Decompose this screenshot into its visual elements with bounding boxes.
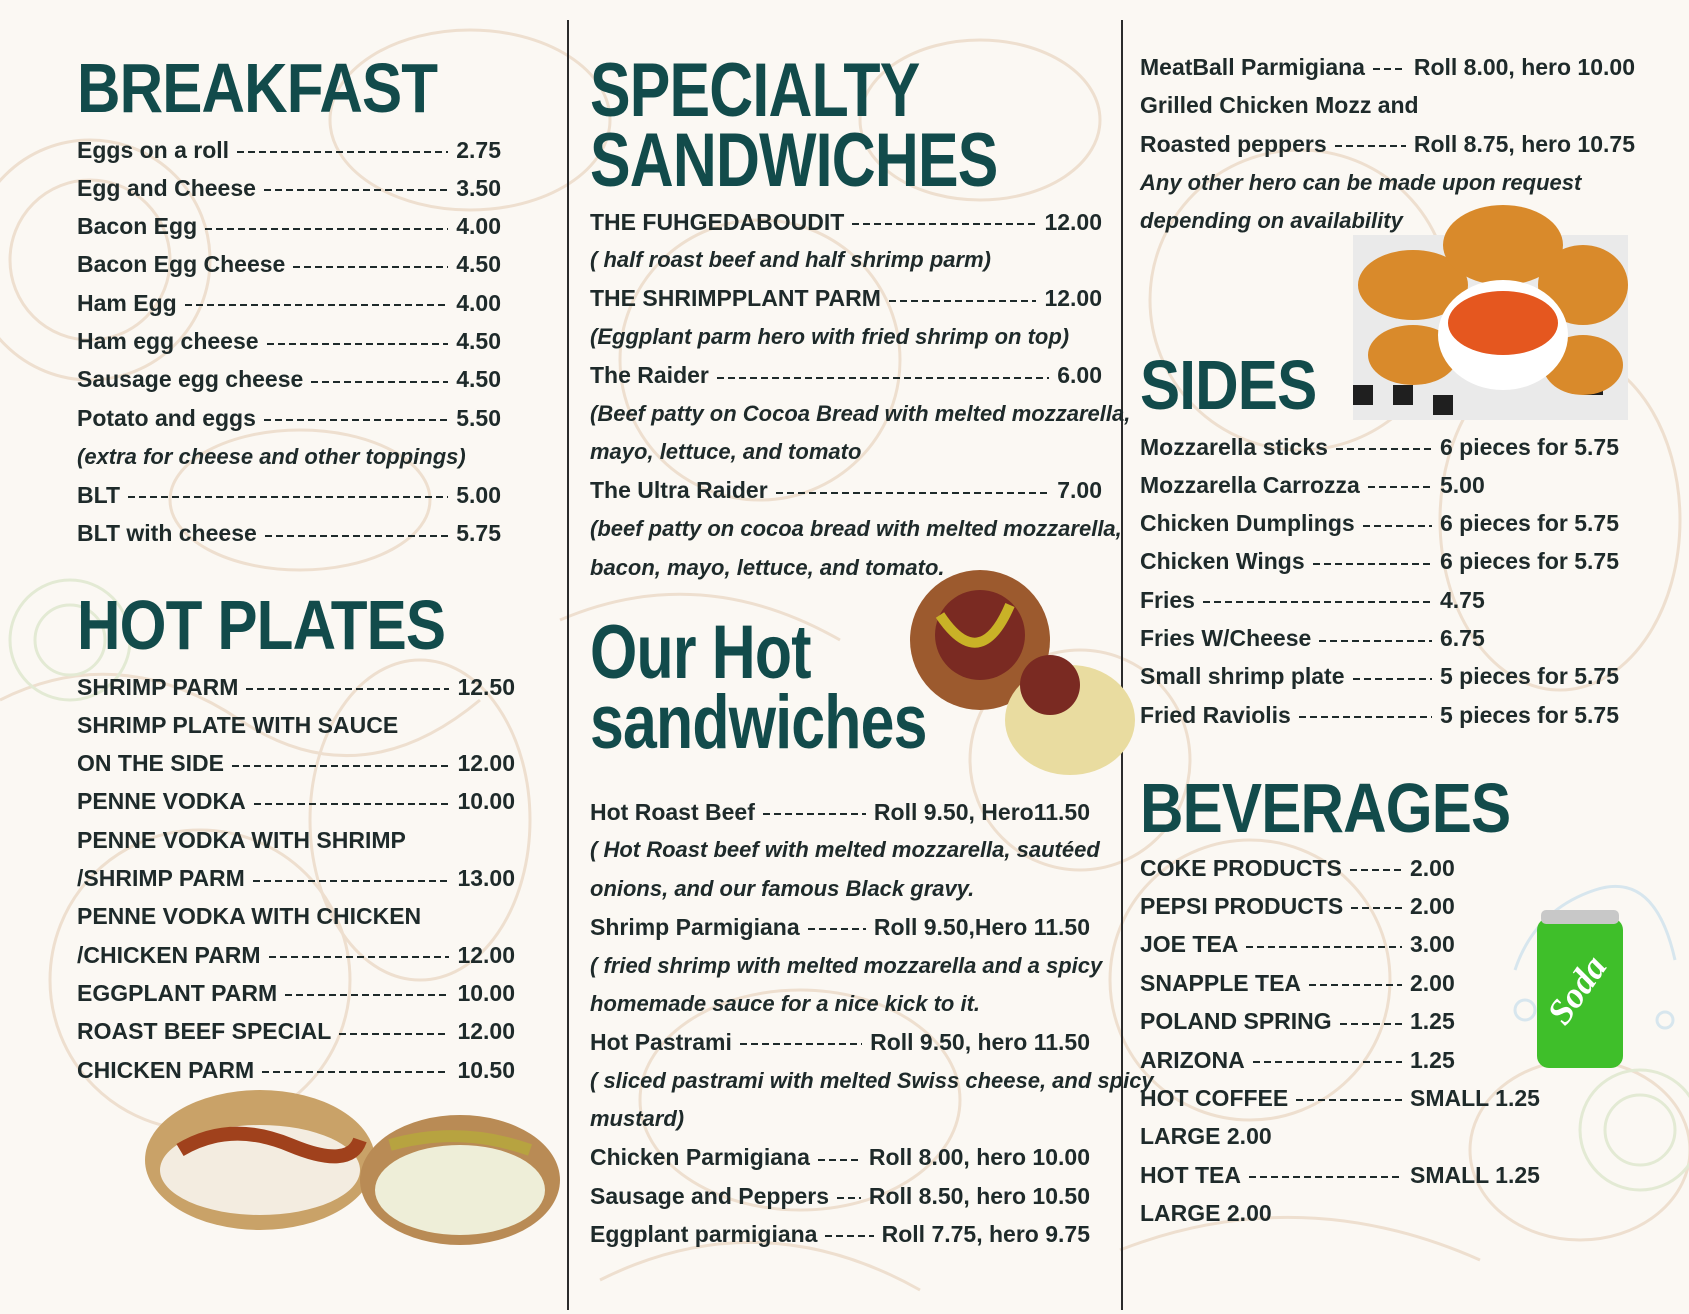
item-name: PENNE VODKA WITH SHRIMP [77, 826, 406, 853]
dotted-leader [237, 151, 448, 153]
item-price: 10.50 [457, 1056, 515, 1083]
dotted-leader [1340, 1023, 1402, 1025]
item-price: 5.00 [1440, 471, 1485, 498]
item-name: POLAND SPRING [1140, 1008, 1332, 1035]
menu-item-row [1140, 964, 1540, 1002]
menu-item-row [1140, 658, 1620, 696]
sides-heading: SIDES [1140, 346, 1317, 424]
item-name: ON THE SIDE [77, 750, 224, 777]
menu-item-row [590, 472, 1102, 510]
item-price: 7.00 [1057, 477, 1102, 504]
menu-item-row [590, 793, 1090, 831]
item-name: Fries W/Cheese [1140, 625, 1312, 651]
item-description: (beef patty on cocoa bread with melted mozzarella, [590, 516, 1122, 542]
menu-item-row [590, 1177, 1090, 1215]
item-price: Roll 8.75, hero 10.75 [1413, 130, 1635, 157]
dotted-leader [1246, 946, 1402, 948]
menu-item-row [1140, 1003, 1540, 1041]
item-name: Small shrimp plate [1140, 663, 1345, 690]
item-price: 3.00 [1410, 931, 1455, 958]
item-name: MeatBall Parmigiana [1140, 53, 1365, 80]
dotted-leader [185, 304, 449, 306]
specialty-heading-line1: SPECIALTY [590, 48, 920, 133]
item-description: bacon, mayo, lettuce, and tomato. [590, 554, 945, 580]
item-name: PENNE VODKA [77, 788, 246, 815]
menu-item-row [590, 280, 1102, 318]
dotted-leader [339, 1033, 449, 1035]
item-price: 5 pieces for 5.75 [1440, 663, 1619, 690]
item-price: 4.50 [456, 251, 501, 278]
item-price: 6 pieces for 5.75 [1440, 548, 1619, 575]
item-name: Mozzarella sticks [1140, 433, 1328, 460]
menu-item-row [77, 1013, 515, 1051]
item-price: 12.00 [457, 750, 515, 777]
item-name: Fried Raviolis [1140, 701, 1291, 728]
item-description: Any other hero can be made upon request [1140, 169, 1582, 195]
dotted-leader [265, 535, 448, 537]
item-description: depending on availability [1140, 208, 1403, 233]
item-price: 2.00 [1410, 854, 1455, 881]
item-price: 2.00 [1410, 892, 1455, 919]
dotted-leader [1353, 678, 1432, 680]
item-price: 6 pieces for 5.75 [1440, 433, 1619, 460]
menu-item-row [77, 284, 501, 322]
menu-item-row [77, 246, 501, 284]
item-name: ARIZONA [1140, 1046, 1245, 1073]
dotted-leader [1249, 1176, 1402, 1178]
menu-item-row [1140, 543, 1620, 581]
item-name: JOE TEA [1140, 931, 1239, 958]
item-price: Roll 8.00, hero 10.00 [1413, 53, 1635, 80]
item-price: 6.00 [1057, 362, 1102, 389]
breakfast-heading: BREAKFAST [77, 49, 438, 127]
item-name: PENNE VODKA WITH CHICKEN [77, 903, 422, 930]
item-price: 6 pieces for 5.75 [1440, 510, 1619, 537]
menu-item-row [77, 515, 501, 553]
dotted-leader [1350, 869, 1402, 871]
dotted-leader [763, 813, 866, 815]
menu-item-row [77, 399, 501, 437]
item-price: 4.00 [456, 289, 501, 316]
dotted-leader [1299, 716, 1432, 718]
item-name: BLT with cheese [77, 520, 257, 546]
item-price: 13.00 [457, 865, 515, 891]
specialty-heading-line2: SANDWICHES [590, 118, 998, 203]
dotted-leader [1351, 907, 1402, 909]
menu-item-row [1140, 1079, 1540, 1117]
item-description: homemade sauce for a nice kick to it. [590, 991, 981, 1016]
item-name: Mozzarella Carrozza [1140, 471, 1360, 498]
dotted-leader [1363, 525, 1432, 527]
item-name: Bacon Egg Cheese [77, 251, 286, 278]
hot-sandwiches-heading-line2: sandwiches [590, 680, 927, 765]
dotted-leader [264, 189, 448, 191]
beverages-heading: BEVERAGES [1140, 769, 1511, 847]
fried-shrimp-photo [1353, 195, 1628, 420]
menu-item-row [590, 203, 1102, 241]
item-description: (Eggplant parm hero with fried shrimp on top) [590, 324, 1070, 350]
item-price: 2.00 [1410, 969, 1455, 996]
item-price: 12.00 [457, 1018, 515, 1045]
item-description: (Beef patty on Cocoa Bread with melted mozzarella, [590, 401, 1131, 426]
item-name: BLT [77, 481, 121, 508]
item-price: 12.50 [457, 673, 515, 700]
dotted-leader [889, 300, 1037, 302]
item-name: EGGPLANT PARM [77, 979, 278, 1006]
hot-sandwiches-heading-line1: Our Hot [590, 610, 811, 695]
item-price: 4.50 [456, 366, 501, 393]
item-price: 5 pieces for 5.75 [1440, 701, 1619, 728]
item-name: /SHRIMP PARM [77, 865, 245, 891]
item-name: Egg and Cheese [77, 174, 256, 201]
dotted-leader [837, 1197, 861, 1199]
menu-item-row [77, 860, 515, 898]
item-price: 2.75 [456, 136, 501, 163]
dotted-leader [128, 496, 448, 498]
menu-item-row [1140, 849, 1540, 887]
dotted-leader [264, 419, 448, 421]
item-name: Hot Pastrami [590, 1028, 732, 1055]
item-price: SMALL 1.25 [1410, 1161, 1540, 1188]
item-price: 4.50 [456, 328, 501, 354]
menu-item-row [1140, 466, 1620, 504]
item-name: Sausage egg cheese [77, 366, 304, 393]
dotted-leader [311, 381, 448, 383]
menu-item-row [77, 476, 501, 514]
item-name: Chicken Wings [1140, 548, 1305, 575]
dotted-leader [1296, 1099, 1402, 1101]
menu-item-row [77, 169, 501, 207]
menu-item-row [1140, 125, 1635, 163]
item-price: LARGE 2.00 [1140, 1200, 1272, 1227]
item-description: ( Hot Roast beef with melted mozzarella, sautéed [590, 837, 1100, 863]
soda-label: Soda [1539, 947, 1615, 1032]
item-price: 12.00 [457, 941, 515, 968]
menu-item-row [77, 974, 515, 1012]
menu-item-row [1140, 581, 1620, 619]
item-description: (extra for cheese and other toppings) [77, 444, 466, 469]
item-name: PEPSI PRODUCTS [1140, 892, 1344, 919]
pastrami-sandwich-photo [900, 555, 1140, 785]
dotted-leader [1368, 486, 1432, 488]
dotted-leader [1309, 984, 1402, 986]
dotted-leader [267, 343, 449, 345]
menu-item-row [77, 668, 515, 706]
item-price: LARGE 2.00 [1140, 1123, 1272, 1150]
item-name: Roasted peppers [1140, 130, 1327, 157]
item-price: 10.00 [457, 979, 515, 1006]
item-name: Hot Roast Beef [590, 798, 755, 825]
dotted-leader [232, 765, 449, 767]
menu-item-row [1140, 1156, 1540, 1194]
menu-item-row [1140, 48, 1635, 86]
item-name: Shrimp Parmigiana [590, 913, 800, 940]
dotted-leader [293, 266, 448, 268]
item-price: Roll 8.00, hero 10.00 [868, 1144, 1090, 1171]
item-price: 5.75 [456, 520, 501, 546]
item-name: Chicken Parmigiana [590, 1144, 810, 1171]
menu-item-row [1140, 1041, 1540, 1079]
menu-item-row [590, 908, 1090, 946]
menu-item-row [1140, 1118, 1540, 1156]
item-price: 5.50 [456, 404, 501, 431]
item-name: The Ultra Raider [590, 477, 768, 504]
item-price: SMALL 1.25 [1410, 1084, 1540, 1111]
dotted-leader [1203, 601, 1432, 603]
menu-item-row [1140, 696, 1620, 734]
item-description: ( sliced pastrami with melted Swiss cheese, and spicy [590, 1067, 1154, 1093]
item-name: COKE PRODUCTS [1140, 854, 1342, 881]
menu-item-row [77, 898, 515, 936]
item-name: Potato and eggs [77, 404, 256, 431]
menu-item-row [77, 323, 501, 361]
dotted-leader [825, 1235, 873, 1237]
item-price: 1.25 [1410, 1046, 1455, 1073]
dotted-leader [776, 492, 1050, 494]
item-price: 6.75 [1440, 625, 1485, 651]
item-price: Roll 9.50,Hero 11.50 [873, 913, 1090, 940]
menu-line: Grilled Chicken Mozz and [1140, 92, 1419, 118]
dotted-leader [269, 956, 450, 958]
dotted-leader [253, 880, 450, 882]
dotted-leader [205, 228, 448, 230]
menu-item-row [77, 208, 501, 246]
menu-item-row [77, 783, 515, 821]
item-name: Eggs on a roll [77, 136, 230, 163]
item-price: 12.00 [1044, 208, 1102, 235]
dotted-leader [1313, 563, 1432, 565]
dotted-leader [254, 803, 450, 805]
menu-item-row [77, 821, 515, 859]
dotted-leader [1253, 1061, 1402, 1063]
item-name: ROAST BEEF SPECIAL [77, 1018, 332, 1045]
item-name: Ham egg cheese [77, 328, 259, 354]
item-name: Eggplant parmigiana [590, 1220, 818, 1247]
item-name: SNAPPLE TEA [1140, 969, 1302, 996]
item-price: Roll 7.75, hero 9.75 [881, 1220, 1090, 1247]
menu-item-row [1140, 428, 1620, 466]
item-price: 1.25 [1410, 1008, 1455, 1035]
hot-plates-heading: HOT PLATES [77, 586, 446, 664]
item-name: SHRIMP PARM [77, 673, 239, 700]
item-price: 4.00 [456, 213, 501, 240]
item-name: Chicken Dumplings [1140, 510, 1355, 537]
menu-item-row [590, 1023, 1090, 1061]
dotted-leader [1373, 68, 1406, 70]
item-price: 12.00 [1044, 285, 1102, 312]
item-name: Bacon Egg [77, 213, 198, 240]
item-name: /CHICKEN PARM [77, 941, 261, 968]
dotted-leader [1335, 145, 1406, 147]
item-price: Roll 8.50, hero 10.50 [868, 1182, 1090, 1209]
dotted-leader [717, 377, 1049, 379]
item-description: mustard) [590, 1106, 685, 1132]
item-price: 5.00 [456, 481, 501, 508]
soda-can-photo [1505, 880, 1685, 1080]
dotted-leader [818, 1159, 861, 1161]
item-name: HOT TEA [1140, 1161, 1241, 1188]
item-name: SHRIMP PLATE WITH SAUCE [77, 711, 399, 738]
item-name: Ham Egg [77, 289, 177, 316]
sandwich-photo [140, 1050, 560, 1260]
menu-item-row [77, 361, 501, 399]
item-description: ( half roast beef and half shrimp parm) [590, 247, 991, 273]
item-price: Roll 9.50, hero 11.50 [870, 1028, 1090, 1055]
dotted-leader [1319, 640, 1432, 642]
column-divider-left [567, 20, 569, 1310]
item-description: onions, and our famous Black gravy. [590, 875, 975, 901]
menu-item-row [77, 706, 515, 744]
item-name: HOT COFFEE [1140, 1084, 1289, 1111]
item-price: 4.75 [1440, 586, 1485, 613]
dotted-leader [246, 688, 449, 690]
item-description: ( fried shrimp with melted mozzarella and a spicy [590, 952, 1103, 978]
menu-item-row [590, 1215, 1090, 1253]
item-name: Fries [1140, 586, 1195, 613]
item-name: THE SHRIMPPLANT PARM [590, 285, 881, 312]
menu-item-row [1140, 620, 1620, 658]
item-price: 3.50 [456, 174, 501, 201]
menu-item-row [590, 1139, 1090, 1177]
item-name: The Raider [590, 362, 709, 389]
item-name: Sausage and Peppers [590, 1182, 830, 1209]
item-price: 10.00 [457, 788, 515, 815]
dotted-leader [852, 223, 1036, 225]
menu-item-row [1140, 1195, 1540, 1233]
menu-item-row [1140, 887, 1540, 925]
item-description: mayo, lettuce, and tomato [590, 439, 862, 465]
menu-item-row [1140, 505, 1620, 543]
dotted-leader [808, 928, 866, 930]
dotted-leader [1336, 448, 1432, 450]
menu-item-row [77, 936, 515, 974]
item-name: THE FUHGEDABOUDIT [590, 208, 845, 235]
menu-item-row [1140, 926, 1540, 964]
item-name: CHICKEN PARM [77, 1056, 255, 1083]
item-price: Roll 9.50, Hero11.50 [873, 798, 1090, 825]
menu-item-row [77, 131, 501, 169]
menu-item-row [590, 357, 1102, 395]
dotted-leader [740, 1043, 862, 1045]
dotted-leader [285, 994, 449, 996]
menu-item-row [77, 745, 515, 783]
